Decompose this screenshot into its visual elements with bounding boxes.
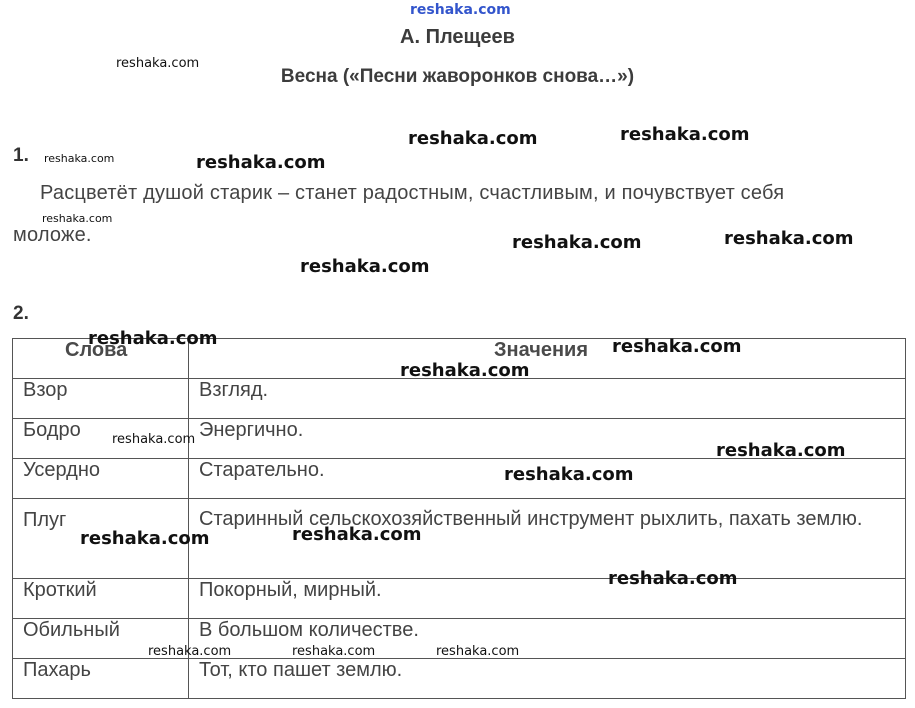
- table-row: [13, 659, 906, 699]
- watermark: reshaka.com: [436, 644, 520, 659]
- meaning-cell: Старинный сельскохозяйственный инструмент рыхлить, пахать землю.: [189, 499, 906, 579]
- watermark: reshaka.com: [512, 232, 642, 253]
- watermark: reshaka.com: [408, 128, 538, 149]
- watermark: reshaka.com: [80, 528, 210, 549]
- task-2-number: 2.: [13, 303, 29, 324]
- table-row: [13, 579, 906, 619]
- word-cell: Плуг: [13, 499, 189, 579]
- watermark: reshaka.com: [196, 152, 326, 173]
- word-cell: Бодро: [13, 419, 189, 459]
- watermark: reshaka.com: [620, 124, 750, 145]
- word-cell: Взор: [13, 379, 189, 419]
- watermark-top: reshaka.com: [410, 2, 511, 18]
- meaning-cell: Энергично.: [189, 419, 906, 459]
- task-1-answer-line-1: Расцветёт душой старик – станет радостным, счастливым, и почувствует себя: [40, 182, 785, 204]
- word-cell: Пахарь: [13, 659, 189, 699]
- table-row: [13, 379, 906, 419]
- meaning-cell: Старательно.: [189, 459, 906, 499]
- poem-title: Весна («Песни жаворонков снова…»): [280, 66, 635, 87]
- word-cell: Усердно: [13, 459, 189, 499]
- watermark: reshaka.com: [292, 524, 422, 545]
- table-row: [13, 459, 906, 499]
- watermark: reshaka.com: [612, 336, 742, 357]
- watermark: reshaka.com: [504, 464, 634, 485]
- header-words: Слова: [13, 339, 189, 379]
- watermark: reshaka.com: [608, 568, 738, 589]
- watermark: reshaka.com: [300, 256, 430, 277]
- watermark: reshaka.com: [88, 328, 218, 349]
- watermark: reshaka.com: [292, 644, 376, 659]
- word-cell: Кроткий: [13, 579, 189, 619]
- meaning-cell: Покорный, мирный.: [189, 579, 906, 619]
- meaning-cell: Взгляд.: [189, 379, 906, 419]
- meaning-cell: В большом количестве.: [189, 619, 906, 659]
- watermark: reshaka.com: [42, 212, 113, 225]
- watermark: reshaka.com: [400, 360, 530, 381]
- watermark: reshaka.com: [116, 56, 200, 71]
- watermark: reshaka.com: [724, 228, 854, 249]
- watermark: reshaka.com: [112, 432, 196, 447]
- meaning-cell: Тот, кто пашет землю.: [189, 659, 906, 699]
- word-cell: Обильный: [13, 619, 189, 659]
- watermark: reshaka.com: [148, 644, 232, 659]
- task-1-answer-line-2: моложе.: [13, 224, 92, 246]
- header-meanings: Значения: [189, 339, 906, 379]
- watermark: reshaka.com: [716, 440, 846, 461]
- watermark: reshaka.com: [44, 152, 115, 165]
- author-name: А. Плещеев: [400, 26, 515, 48]
- task-1-number: 1.: [13, 145, 29, 166]
